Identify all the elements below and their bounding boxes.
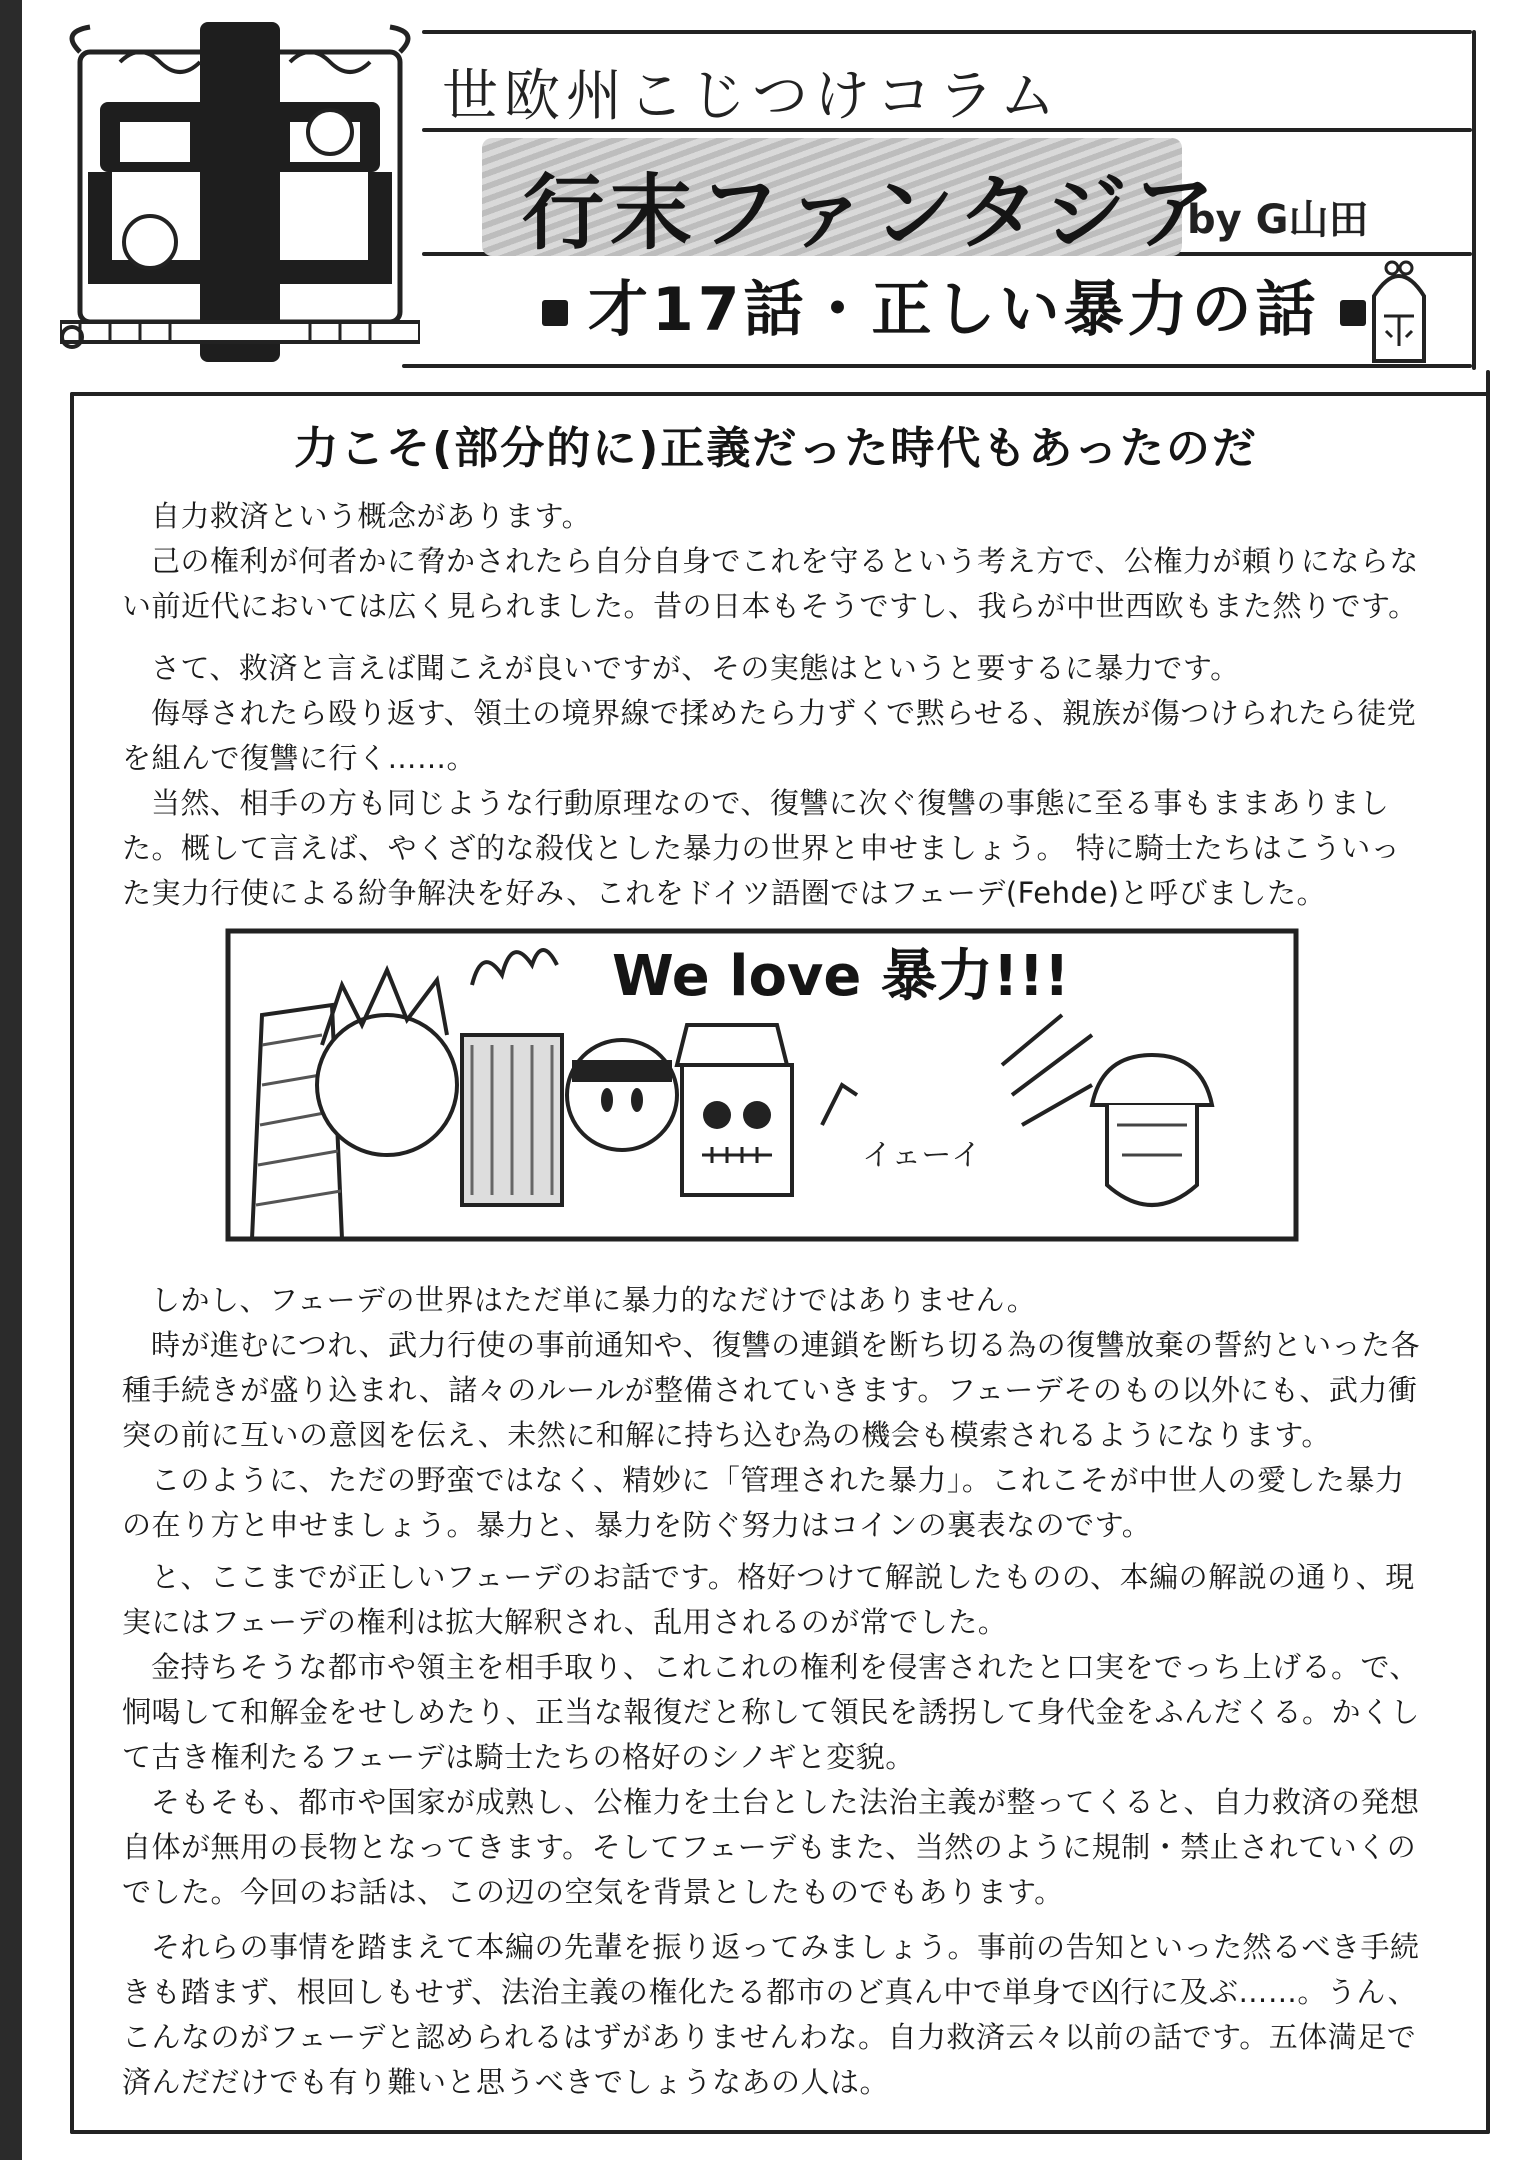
page-edge-bar bbox=[0, 0, 22, 2160]
paragraph: さて、救済と言えば聞こえが良いですが、その実態はというと要するに暴力です。 bbox=[151, 651, 1240, 685]
header-bottom-rule bbox=[402, 364, 1472, 368]
lone-character bbox=[1092, 1055, 1212, 1205]
paragraph: 自力救済という概念があります。 bbox=[151, 499, 592, 533]
byline: by G山田 bbox=[1187, 197, 1369, 243]
episode-title-row bbox=[522, 262, 1386, 348]
paragraph: そもそも、都市や国家が成熟し、公権力を土台とした法治主義が整ってくると、自力救済の発想自体が無用の長物となってきます。そしてフェーデもまた、当然のように規制・禁止されていくのでした。今回のお話は、この辺の空気を背景としたものでもあります。 bbox=[122, 1785, 1420, 1909]
series-title: 世欧州こじつけコラム bbox=[442, 64, 1062, 129]
episode-title: 才17話・正しい暴力の話 bbox=[588, 275, 1320, 345]
emblem-illustration bbox=[60, 22, 420, 362]
paragraph: 金持ちそうな都市や領主を相手取り、これこれの権利を侵害されたと口実をでっち上げる。で、恫喝して和解金をせしめたり、正当な報復だと称して領民を誘拐して身代金をふんだくる。かくして古き権利たるフェーデは騎士たちの格好のシノギと変貌。 bbox=[122, 1650, 1421, 1774]
column-page bbox=[22, 0, 1530, 2160]
paragraph: 侮辱されたら殴り返す、領土の境界線で揉めたら力ずくで黙らせる、親族が傷つけられたら徒党を組んで復讐に行く……。 bbox=[122, 696, 1417, 775]
section-4 bbox=[122, 1555, 1422, 1915]
column-heading: 力こそ(部分的に)正義だった時代もあったのだ bbox=[294, 423, 1258, 474]
section-3 bbox=[122, 1278, 1422, 1548]
episode-mark-left bbox=[542, 300, 568, 326]
episode-mark-right bbox=[1340, 300, 1366, 326]
section-5 bbox=[122, 1925, 1422, 2105]
body-right-rule bbox=[1486, 370, 1490, 2134]
paragraph: 時が進むにつれ、武力行使の事前通知や、復讐の連鎖を断ち切る為の復讐放棄の誓約といった各種手続きが盛り込まれ、諸々のルールが整備されていきます。フェーデそのもの以外にも、武力衝突の前に互いの意図を伝え、未然に和解に持ち込む為の機会も模索されるようになります。 bbox=[122, 1328, 1421, 1452]
body-top-rule bbox=[70, 392, 1490, 396]
section-1 bbox=[122, 494, 1422, 629]
illustration-caption: We love 暴力!!! bbox=[612, 944, 1070, 1009]
body-bottom-rule bbox=[70, 2130, 1490, 2134]
illustration-shout: イェーイ bbox=[862, 1138, 982, 1173]
paragraph: しかし、フェーデの世界はただ単に暴力的なだけではありません。 bbox=[151, 1283, 1037, 1317]
mascot-illustration bbox=[1364, 256, 1434, 366]
main-title: 行末ファンタジア bbox=[522, 166, 1222, 261]
paragraph: このように、ただの野蛮ではなく、精妙に「管理された暴力」。これこそが中世人の愛した暴力の在り方と申せましょう。暴力と、暴力を防ぐ努力はコインの裏表なのです。 bbox=[122, 1463, 1405, 1542]
section-2 bbox=[122, 646, 1422, 916]
header-top-rule bbox=[422, 30, 1472, 34]
header-right-rule bbox=[1472, 30, 1476, 370]
comic-illustration bbox=[222, 925, 1302, 1245]
paragraph: 当然、相手の方も同じような行動原理なので、復讐に次ぐ復讐の事態に至る事もままありました。概して言えば、やくざ的な殺伐とした暴力の世界と申せましょう。 特に騎士たちはこういった実力行使による紛争解決を好み、これをドイツ語圏ではフェーデ(Fehde)と呼びました。 bbox=[122, 786, 1401, 910]
paragraph: と、ここまでが正しいフェーデのお話です。格好つけて解説したものの、本編の解説の通り、現実にはフェーデの権利は拡大解釈され、乱用されるのが常でした。 bbox=[122, 1560, 1415, 1639]
paragraph: それらの事情を踏まえて本編の先輩を振り返ってみましょう。事前の告知といった然るべき手続きも踏まず、根回しもせず、法治主義の権化たる都市のど真ん中で単身で凶行に及ぶ……。うん、こんなのがフェーデと認められるはずがありませんわな。自力救済云々以前の話です。五体満足で済んだだけでも有り難いと思うべきでしょうなあの人は。 bbox=[122, 1930, 1420, 2099]
body-left-rule bbox=[70, 392, 74, 2134]
paragraph: 己の権利が何者かに脅かされたら自分自身でこれを守るという考え方で、公権力が頼りにならない前近代においては広く見られました。昔の日本もそうですし、我らが中世西欧もまた然りです。 bbox=[122, 544, 1419, 623]
